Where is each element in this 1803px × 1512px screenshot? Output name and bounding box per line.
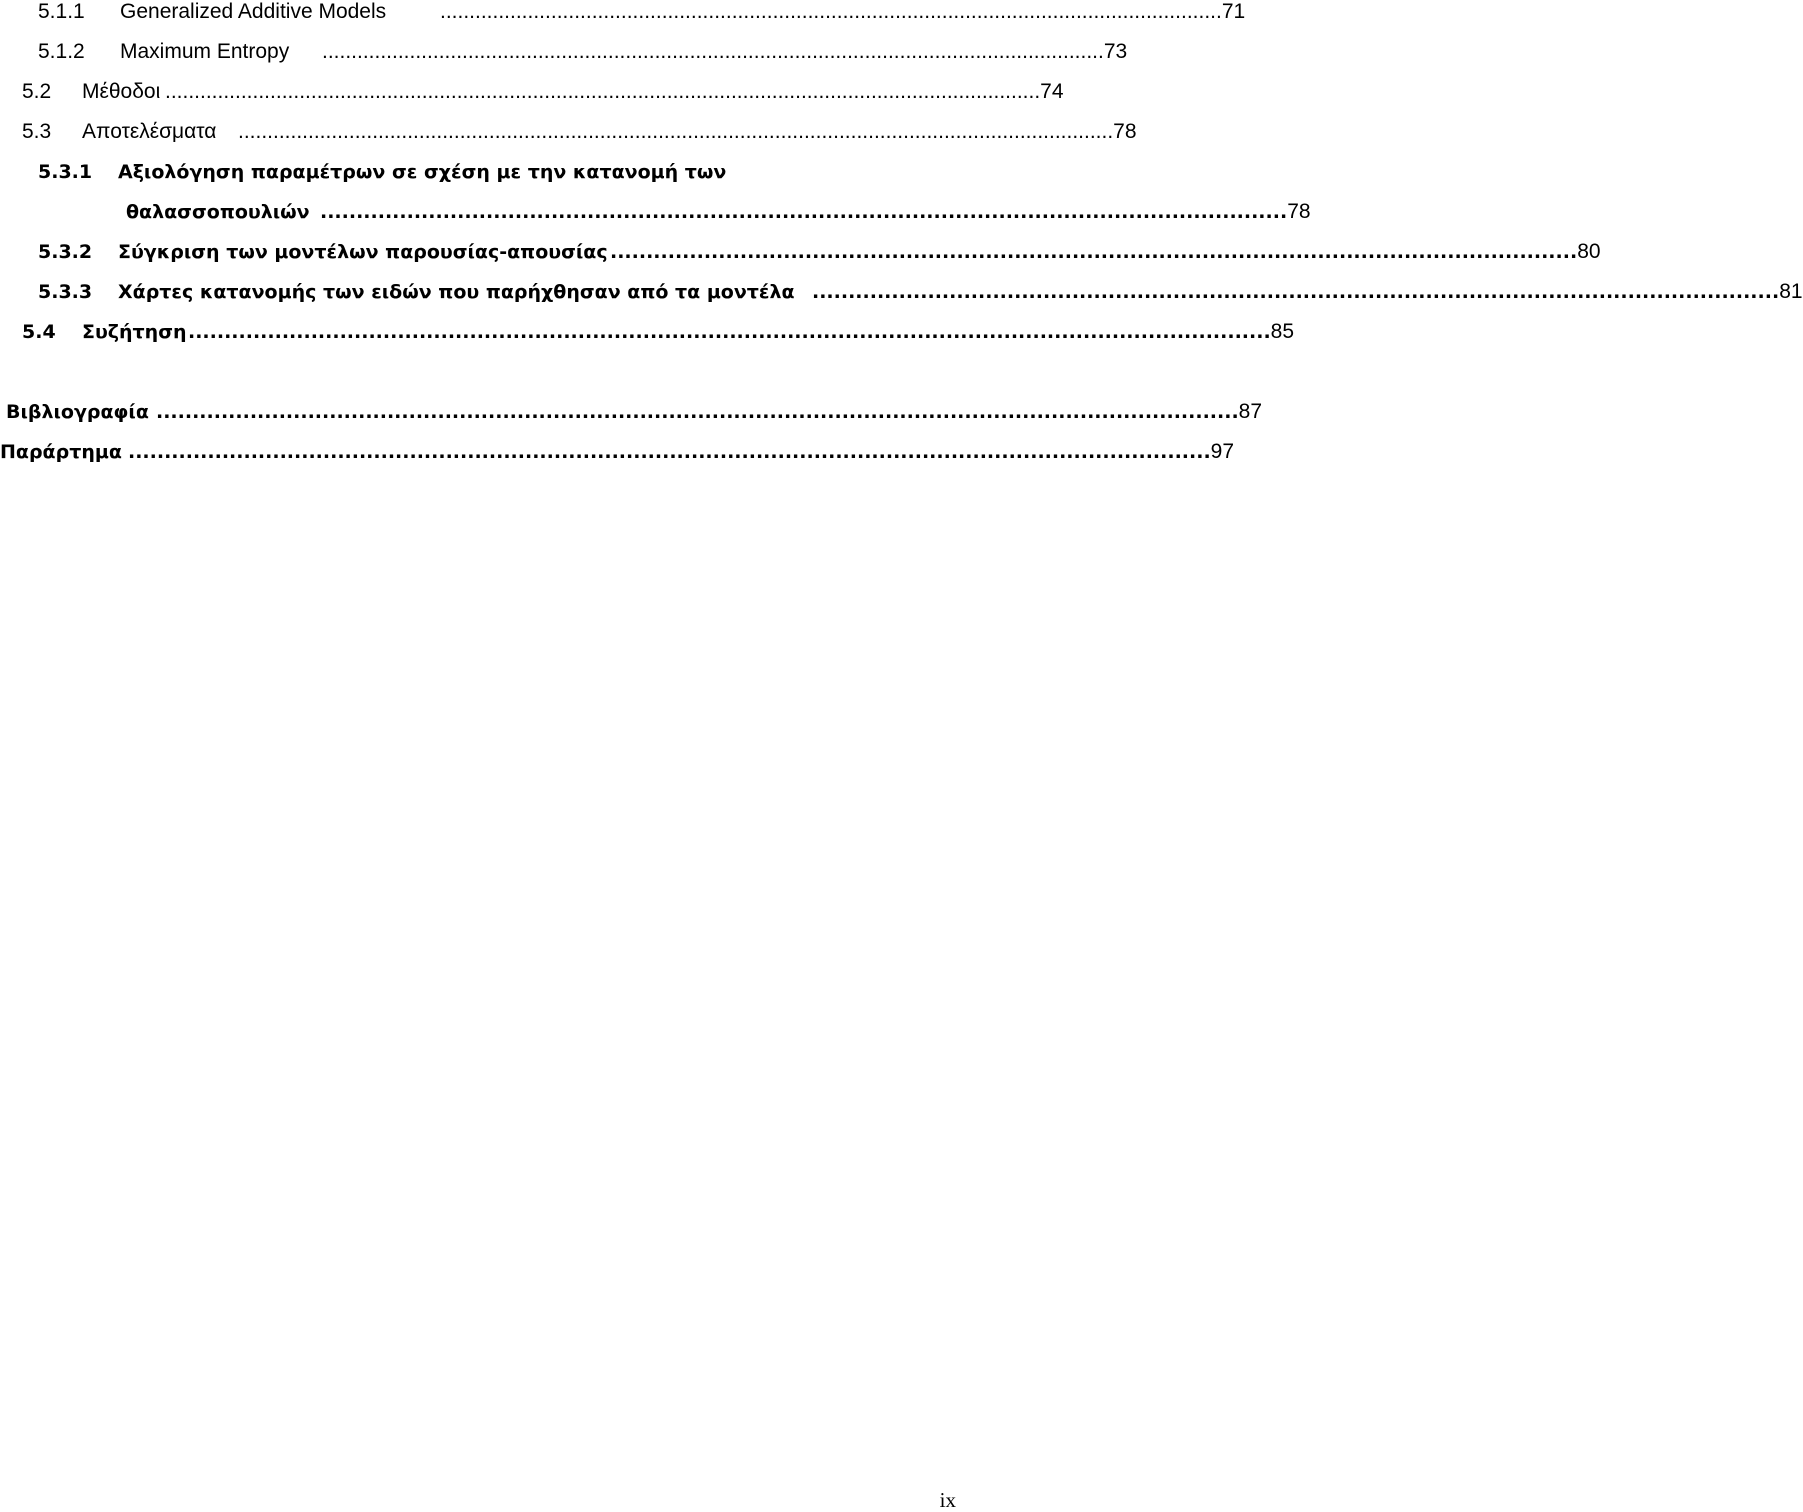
toc-entry-title: Generalized Additive Models <box>120 0 387 23</box>
toc-entry-page: 85 <box>1270 320 1295 343</box>
toc-dots: ...................................................................................................................................... <box>610 241 1578 263</box>
toc-entry-page: 87 <box>1238 400 1263 423</box>
toc-entry[interactable] <box>0 120 1137 150</box>
toc-entry[interactable] <box>0 320 1295 350</box>
toc-entry-page: 81 <box>1779 280 1803 303</box>
toc-dots: ...................................................................................................................................................... <box>128 441 1211 463</box>
toc-entry[interactable] <box>0 160 960 190</box>
toc-entry-title: Βιβλιογραφία <box>6 401 149 423</box>
toc-entry-title: Χάρτες κατανομής των ειδών που παρήχθησαν από τα μοντέλα <box>118 281 795 303</box>
toc-leader <box>320 200 1311 224</box>
toc-leader <box>165 80 1064 104</box>
toc-entry[interactable] <box>0 40 1128 70</box>
toc-leader <box>440 0 1246 24</box>
toc-dots: ...................................................................................................................................................... <box>156 401 1239 423</box>
toc-leader <box>610 240 1601 264</box>
toc-entry-title: Σύγκριση των μοντέλων παρουσίας-απουσίας <box>118 241 608 263</box>
toc-entry[interactable] <box>0 280 1803 310</box>
toc-entry-continuation[interactable] <box>0 200 1311 230</box>
toc-entry-page: 80 <box>1577 240 1601 263</box>
toc-entry-page: 78 <box>1287 200 1311 223</box>
toc-dots: ...................................................................................................................................................... <box>165 80 1041 103</box>
toc-entry-title: Συζήτηση <box>82 321 187 343</box>
toc-entry-page: 71 <box>1221 0 1246 23</box>
toc-entry-number: 5.3 <box>22 120 52 143</box>
toc-entry[interactable] <box>0 440 1235 470</box>
toc-entry[interactable] <box>0 240 1601 270</box>
toc-dots: ...................................................................................................................................................... <box>238 120 1114 143</box>
toc-entry-page: 97 <box>1210 440 1235 463</box>
toc-dots: ...................................................................................................................................... <box>320 201 1288 223</box>
toc-entry-number: 5.4 <box>22 321 56 343</box>
toc-entry-title: Παράρτημα <box>0 441 122 463</box>
toc-entry-number: 5.3.3 <box>38 281 93 303</box>
toc-entry-title: Αποτελέσματα <box>82 120 217 143</box>
toc-entry-title: Maximum Entropy <box>120 40 290 63</box>
toc-entry-number: 5.3.2 <box>38 241 93 263</box>
toc-leader <box>322 40 1128 64</box>
toc-leader <box>156 400 1263 424</box>
toc-entry-page: 78 <box>1113 120 1137 143</box>
toc-dots: ...................................................................................................................................... <box>322 40 1104 63</box>
toc-entry[interactable] <box>0 400 1263 430</box>
toc-leader <box>812 280 1803 304</box>
toc-dots: ...................................................................................................................................................... <box>188 321 1271 343</box>
toc-entry-number: 5.1.1 <box>38 0 85 23</box>
toc-entry-number: 5.1.2 <box>38 40 85 63</box>
toc-entry-title: Αξιολόγηση παραμέτρων σε σχέση με την κατανομή των <box>118 161 727 183</box>
toc-entry-title: θαλασσοπουλιών <box>126 201 310 223</box>
toc-dots: ...................................................................................................................................... <box>812 281 1780 303</box>
toc-entry-number: 5.2 <box>22 80 52 103</box>
toc-entry-number: 5.3.1 <box>38 161 93 183</box>
toc-entry-page: 74 <box>1040 80 1064 103</box>
toc-leader <box>188 320 1295 344</box>
toc-entry-page: 73 <box>1103 40 1128 63</box>
toc-dots: ...................................................................................................................................... <box>440 0 1222 23</box>
toc-entry[interactable] <box>0 80 1064 110</box>
toc-entry-title: Μέθοδοι <box>82 80 161 103</box>
toc-leader <box>238 120 1137 144</box>
toc-leader <box>128 440 1235 464</box>
page-number: ix <box>939 1488 956 1512</box>
toc-entry[interactable] <box>0 0 1246 30</box>
